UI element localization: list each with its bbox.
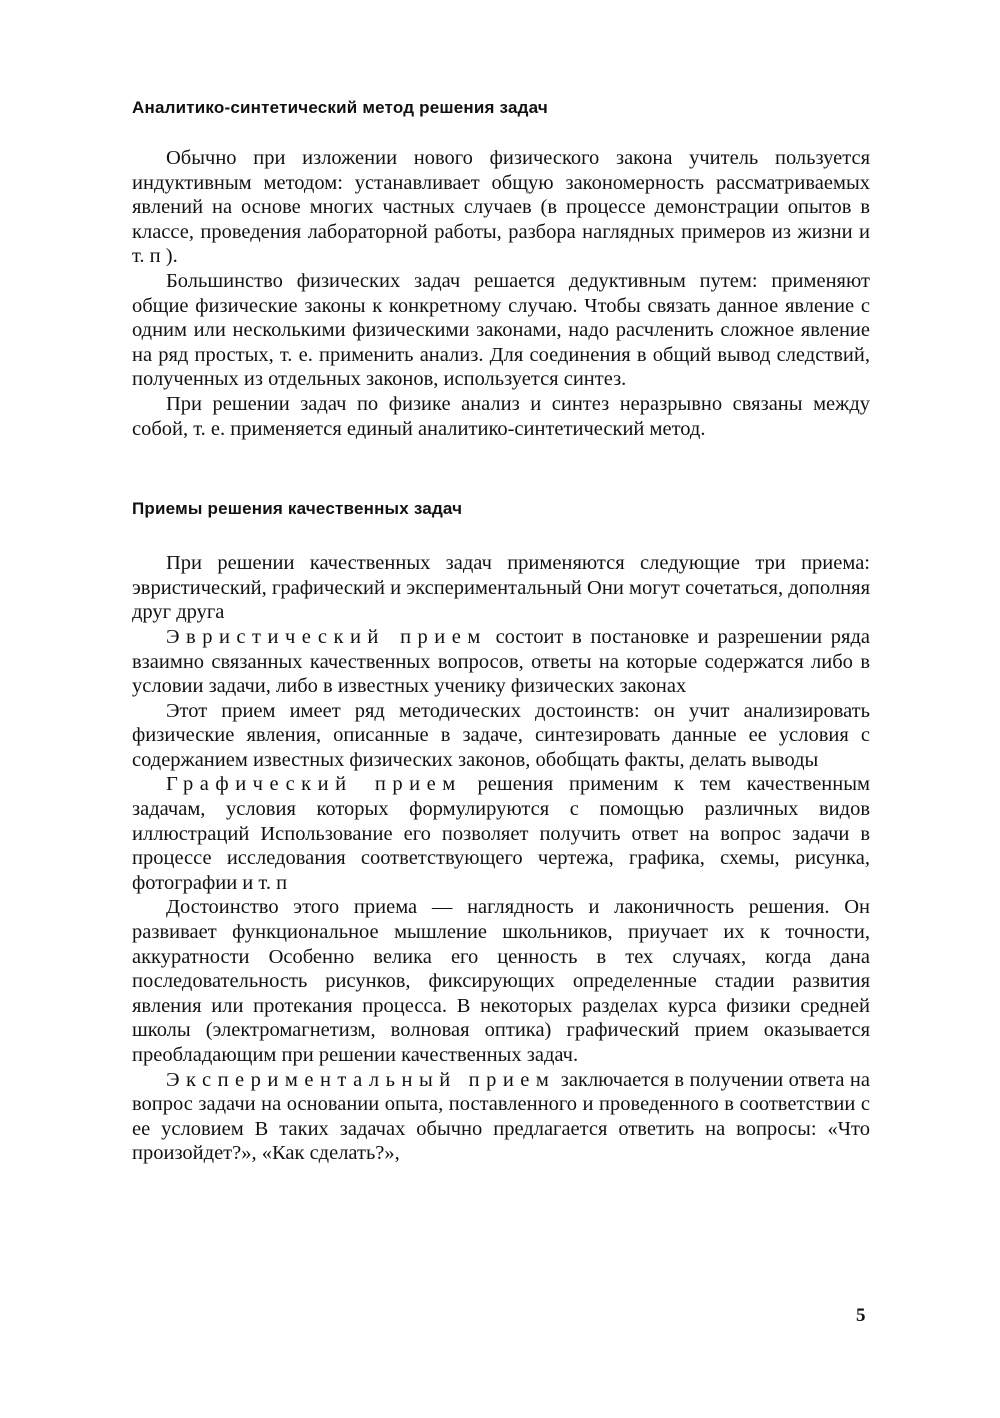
term-experimental: Экспериментальный прием [166, 1068, 556, 1091]
paragraph-three-techniques: При решении качественных задач применяются следующие три приема: эвристический, графический и экспериментальный Они могут сочетаться, дополняя друг друга [132, 552, 870, 624]
paragraph-experimental-technique [132, 1068, 870, 1166]
section-title-qualitative-tasks: Приемы решения качественных задач [132, 499, 463, 519]
paragraph-graphic-technique [132, 772, 870, 895]
term-graphic: Графический прием [166, 773, 462, 796]
paragraph-unified-method: При решении задач по физике анализ и синтез неразрывно связаны между собой, т. е. применяется единый аналитико-синтетический метод. [132, 392, 870, 440]
paragraph-graphic-merits: Достоинство этого приема — наглядность и лаконичность решения. Он развивает функциональное мышление школьников, приучает их к точности, аккуратности Особенно велика его ценность в тех случаях, когда дана последовательность рисунков, фиксирующих определенные стадии развития явления или протекания процесса. В некоторых разделах курса физики средней школы (электромагнетизм, волновая оптика) графический прием оказывается преобладающим при решении качественных задач. [132, 896, 870, 1066]
paragraph-heuristic-merits: Этот прием имеет ряд методических достоинств: он учит анализировать физические явления, описанные в задаче, синтезировать данные ее условия с содержанием известных физических законов, обобщать факты, делать выводы [132, 699, 870, 771]
section-title-analytic-synthetic: Аналитико-синтетический метод решения задач [132, 98, 548, 117]
paragraph-inductive-method: Обычно при изложении нового физического закона учитель пользуется индуктивным методом: устанавливает общую закономерность рассматриваемых явлений на основе многих частных случаев (в процессе демонстрации опытов в классе, проведения лабораторной работы, разбора наглядных примеров из жизни и т. п ). [132, 147, 870, 268]
heuristic-description: состоит в постановке и разрешении ряда взаимно связанных качественных вопросов, ответы на которые содержатся либо в условии задачи, либо в известных ученику физических законах [132, 625, 870, 698]
paragraph-deductive-method: Большинство физических задач решается дедуктивным путем: применяют общие физические законы к конкретному случаю. Чтобы связать данное явление с одним или несколькими физическими законами, надо расчленить сложное явление на ряд простых, т. е. применить анализ. Для соединения в общий вывод следствий, полученных из отдельных законов, используется синтез. [132, 269, 870, 391]
term-heuristic: Эвристический прием [166, 625, 487, 648]
page-content [132, 96, 870, 1166]
paragraph-heuristic-technique [132, 625, 870, 699]
page-number: 5 [856, 1305, 866, 1326]
graphic-description: решения применим к тем качественным задачам, условия которых формулируются с помощью различных видов иллюстраций Использование его позволяет получить ответ на вопрос задачи в процессе исследования соответствующего чертежа, графика, схемы, рисунка, фотографии и т. п [132, 773, 870, 894]
experimental-description: заключается в получении ответа на вопрос задачи на основании опыта, поставленного и проведенного в соответствии с ее условием В таких задачах обычно предлагается ответить на вопросы: «Что произойдет?», «Как сделать?», [132, 1068, 870, 1165]
